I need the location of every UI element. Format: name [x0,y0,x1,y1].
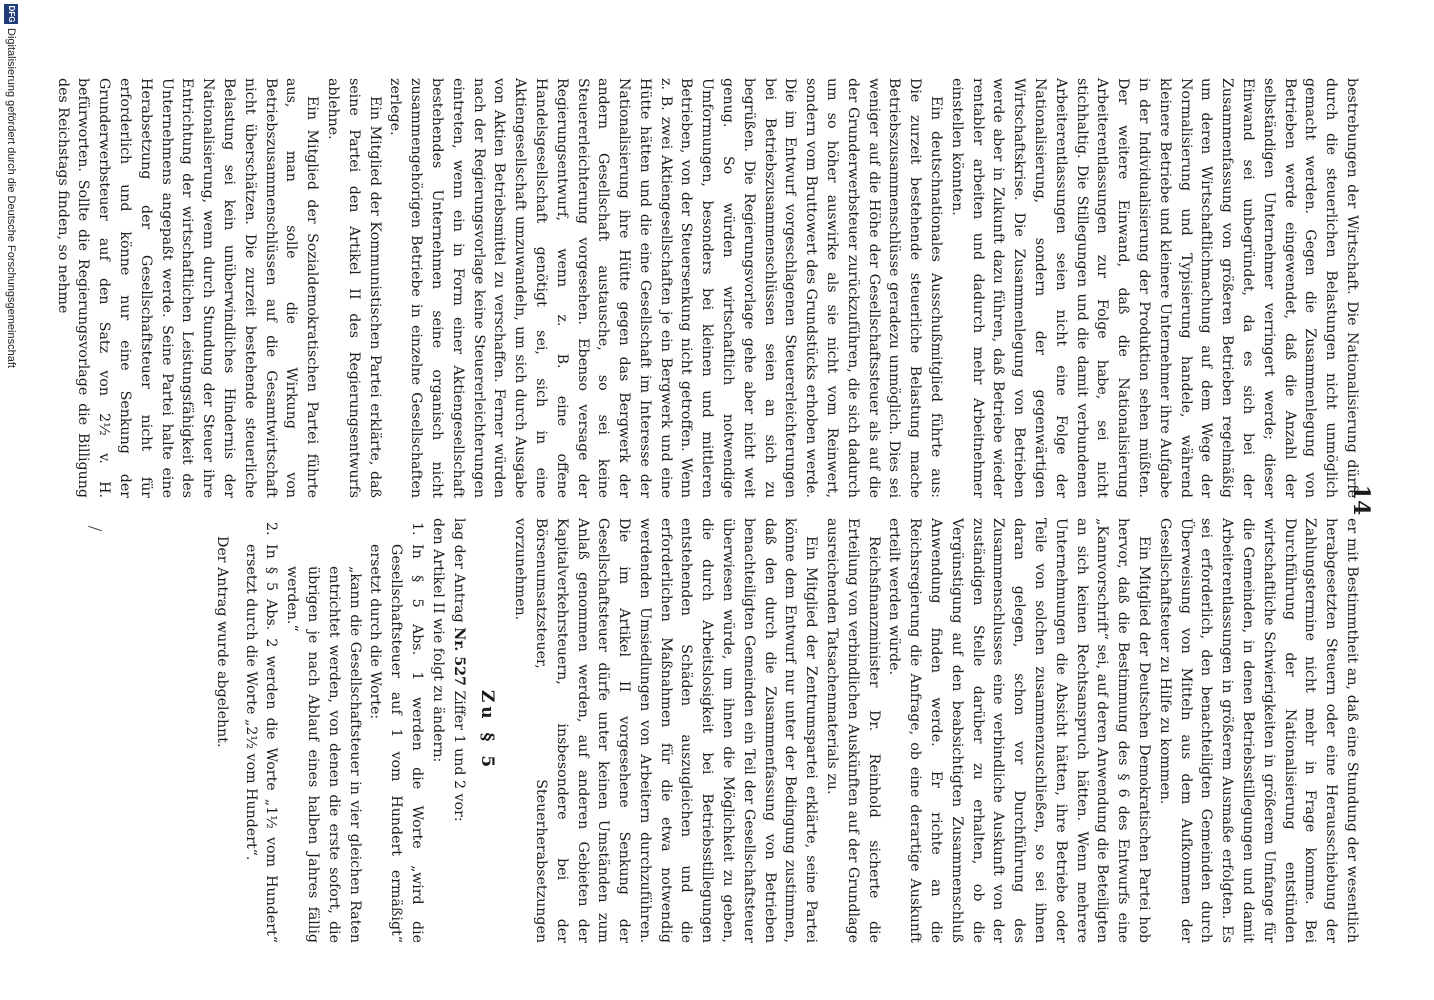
dfg-logo-icon: DFG [4,4,18,24]
amendment-list [240,518,427,943]
amendment-text: In § 5 Abs. 1 werden die Worte „wird die Gesellschaftsteuer auf 1 vom Hundert ermäßigt“ ersetzt durch die Worte: [367,544,425,943]
amendment-item [240,522,282,943]
motion-intro [448,518,469,943]
scan-mark [88,526,102,531]
motion-lead: den Artikel II wie folgt zu ändern: [429,518,446,763]
page-number: 14 [1348,484,1374,516]
paragraph: Ein deutschnationales Ausschußmitglied führte aus: Die zurzeit bestehende steuerliche Belastung mache Betriebszusammenschlüsse geradezu unmöglich. Dies sei weniger auf die Höhe der Gesellschaftssteuer als auf die der Grunderwerbsteuer zurückzuführen, die sich dadurch um so höher auswirke als sie nicht vom Reinwert, sondern vom Bruttowert des Grundstücks erhoben werde. Die im Entwurf vorgeschlagenen Steuererleichterungen bei Betriebszusammenschlüssen seien an sich zu begrüßen. Die Regierungsvorlage gehe aber nicht weit genug. So würden wirtschaftlich notwendige Umformungen, besonders bei kleinen und mittleren Betrieben, von der Steuersenkung nicht getroffen. Wenn z. B. zwei Aktiengesellschaften je ein Bergwerk und eine Hütte hätten und die eine Gesellschaft im Interesse der Nationalisierung ihre Hütte gegen das Bergwerk der andern Gesellschaft austausche, so sei keine Steuererleichterung vorgesehen. Ebenso versage der Regierungsentwurf, wenn z. B. eine offene Handelsgesellschaft genötigt sei, sich in eine Aktiengesellschaft umzuwandeln, um sich durch Ausgabe von Aktien Betriebsmittel zu verschaffen. Ferner würden nach der Regierungsvorlage keine Steuererleichterungen eintreten, wenn ein in Form einer Aktiengesellschaft bestehendes Unternehmen seine organisch nicht zusammengehörigen Betriebe in einzelne Gesellschaften zerlege. [387,78,945,498]
section-heading: Zu § 5 [477,689,498,772]
closing-statement: Der Antrag wurde abgelehnt. [213,536,230,748]
motion-intro-before: lag der Antrag [450,518,467,623]
credit-text: Digitalisierung gefördert durch die Deutsche Forschungsgemeinschaft [5,28,17,368]
paragraph: er mit Bestimmtheit an, daß eine Stundung der wesentlich herabgesetzten Steuern oder eine Herausschiebung der Zahlungstermine nicht mehr in Frage komme. Bei Durchführung der Nationalisierung entstünden wirtschaftliche Schwierigkeiten in größerem Umfange für die Gemeinden, in denen Betriebsstillegungen und damit Arbeiterentlassungen in größerem Ausmaße erfolgten. Es sei erforderlich, den benachteiligten Gemeinden durch Überweisung von Mitteln aus dem Aufkommen der Gesellschaftsteuer zu Hilfe zu kommen. [1156,518,1360,943]
amendment-text: In § 5 Abs. 2 werden die Worte „1½ vom Hundert“ ersetzt durch die Worte „2½ vom Hundert“. [242,544,280,943]
motion-intro-after: Ziffer 1 und 2 vor: [450,690,467,822]
paragraph: Ein Mitglied der Kommunistischen Partei erklärte, daß seine Partei den Artikel II des Regierungsentwurfs ablehne. [324,78,383,498]
paragraph: Ein Mitglied der Sozialdemokratischen Partei führte aus, man solle die Wirkung von Betriebszusammenschlüssen auf die Gesamtwirtschaft nicht überschätzen. Die zurzeit bestehende steuerliche Belastung sei kein unüberwindliches Hindernis der Nationalisierung, wenn durch Stundung der Steuer ihre Entrichtung der wirtschaftlichen Leistungsfähigkeit des Unternehmens angepaßt werde. Seine Partei halte eine Herabsetzung der Gesellschaftsteuer nicht für erforderlich und könne nur eine Senkung der Grunderwerbsteuer auf den Satz von 2½ v. H. befürworten. Sollte die Regierungsvorlage die Billigung des Reichstags finden, so nehme [54,78,321,498]
amendment-number: 2. [263,522,280,536]
amendment-quote: „kann die Gesellschaftsteuer in vier gleichen Raten entrichtet werden, von denen die erste sofort, die übrigen je nach Ablauf eines halben Jahres fällig werden.“ [284,566,363,943]
left-column [52,78,1362,498]
paragraph: Ein Mitglied der Deutschen Demokratischen Partei hob hervor, daß die Bestimmung des § 6 des Entwurfs eine „Kannvorschrift“ sei, auf deren Anwendung die Beteiligten an sich keinen Rechtsanspruch hätten. Wenn mehrere Unternehmungen die Absicht hätten, ihre Betriebe oder Teile von solchen zusammenzuschließen, so sei ihnen daran gelegen, schon vor Durchführung des Zusammenschlusses eine verbindliche Auskunft von der zuständigen Stelle darüber zu erhalten, ob die Vergünstigung auf den beabsichtigten Zusammenschluß Anwendung finden werde. Er richte an die Reichsregierung die Anfrage, ob eine derartige Auskunft erteilt werden würde. [886,518,1153,943]
paragraph: Ein Mitglied der Zentrumspartei erklärte, seine Partei könne dem Entwurf nur unter der Bedingung zustimmen, daß den durch die Zusammenfassung von Betrieben benachteiligten Gemeinden ein Teil der Gesellschaftsteuer überwiesen würde, um ihnen die Möglichkeit zu geben, die durch Arbeitslosigkeit bei Betriebsstillegungen entstehenden Schäden auszugleichen und die erforderlichen Maßnahmen für die etwa notwendig werdenden Umsiedlungen von Arbeitern durchzuführen. Die im Artikel II vorgesehene Senkung der Gesellschaftsteuer dürfe unter keinen Umständen zum Anlaß genommen werden, auf anderen Gebieten der Kapitalverkehrsteuern, insbesondere bei der Börsenumsatzsteuer, Steuerherabsetzungen vorzunehmen. [512,518,820,943]
paragraph: Reichsfinanzminister Dr. Reinhold sicherte die Erteilung von verbindlichen Auskünften auf der Grundlage ausreichenden Tatsachenmaterials zu. [824,518,882,943]
paragraph: bestrebungen der Wirtschaft. Die Nationalisierung dürfe durch die steuerlichen Belastungen nicht unmöglich gemacht werden. Gegen die Zusammenlegung von Betrieben werde eingewendet, daß die Anzahl der selbständigen Unternehmer verringert werde; dieser Einwand sei unbegründet, da es sich bei der Zusammenfassung von größeren Betrieben regelmäßig um deren Wirtschaftlichmachung auf dem Wege der Normalisierung und Typisierung handele, während kleinere Betriebe und kleinere Unternehmer ihre Aufgabe in der Individualisierung der Produktion sehen müßten. Der weitere Einwand, daß die Nationalisierung Arbeiterentlassungen zur Folge habe, sei nicht stichhaltig. Die Stillegungen und die damit verbundenen Arbeiterentlassungen seien nicht eine Folge der Nationalisierung, sondern der gegenwärtigen Wirtschaftskrise. Die Zusammenlegung von Betrieben werde aber in Zukunft dazu führen, daß Betriebe wieder rentabler arbeiten und dadurch mehr Arbeitnehmer einstellen könnten. [948,78,1360,498]
amendment-item [281,522,427,943]
right-column [211,518,1362,943]
amendment-number: 1. [408,522,425,536]
motion-number: Nr. 527 [450,627,467,686]
digitization-credit [0,0,22,1000]
